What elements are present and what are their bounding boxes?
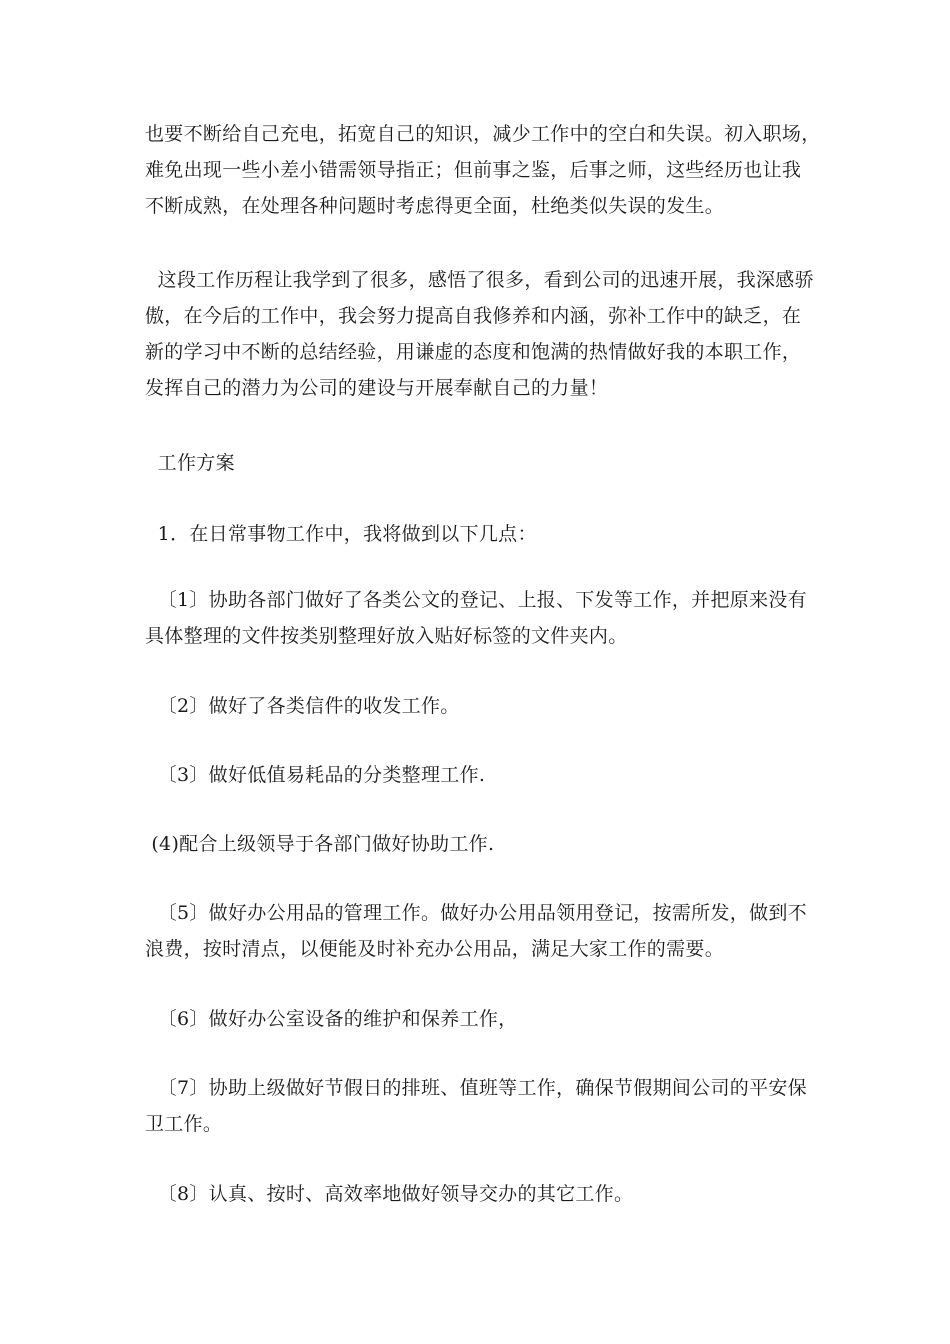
list-item-5 [145,895,810,967]
text-line: 浪费，按时清点，以便能及时补充办公用品，满足大家工作的需要。 [145,938,725,960]
text-line: (4)配合上级领导于各部门做好协助工作. [145,833,495,855]
text-line: 1．在日常事物工作中，我将做到以下几点： [145,523,537,545]
text-line: 这段工作历程让我学到了很多，感悟了很多，看到公司的迅速开展，我深感骄 [145,269,814,291]
text-line: 〔6〕做好办公室设备的维护和保养工作， [145,1008,518,1030]
list-item-3 [145,757,810,793]
paragraph-reflection [145,262,814,406]
text-line: 〔5〕做好办公用品的管理工作。做好办公用品领用登记，按需所发，做到不 [145,902,807,924]
paragraph-self-improvement [145,116,821,224]
text-line: 〔8〕认真、按时、高效率地做好领导交办的其它工作。 [145,1183,634,1205]
text-line: 卫工作。 [145,1113,223,1135]
list-item-8 [145,1176,810,1212]
text-line: 难免出现一些小差小错需领导指正；但前事之鉴，后事之师，这些经历也让我 [145,159,802,181]
list-item-4 [145,826,810,862]
list-item-2 [145,688,810,724]
heading-text: 工作方案 [145,452,235,474]
text-line: 〔3〕做好低值易耗品的分类整理工作. [145,764,486,786]
text-line: 发挥自己的潜力为公司的建设与开展奉献自己的力量！ [145,377,609,399]
text-line: 〔2〕做好了各类信件的收发工作。 [145,695,460,717]
list-intro [145,516,810,552]
section-heading-work-plan [145,445,810,481]
list-item-1 [145,582,810,654]
text-line: 不断成熟，在处理各种问题时考虑得更全面，杜绝类似失误的发生。 [145,195,725,217]
list-item-7 [145,1070,810,1142]
text-line: 具体整理的文件按类别整理好放入贴好标签的文件夹内。 [145,625,628,647]
text-line: 〔7〕协助上级做好节假日的排班、值班等工作，确保节假期间公司的平安保 [145,1077,807,1099]
text-line: 傲，在今后的工作中，我会努力提高自我修养和内涵，弥补工作中的缺乏，在 [145,305,802,327]
text-line: 新的学习中不断的总结经验，用谦虚的态度和饱满的热情做好我的本职工作， [145,341,802,363]
list-item-6 [145,1001,810,1037]
text-line: 〔1〕协助各部门做好了各类公文的登记、上报、下发等工作，并把原来没有 [145,589,807,611]
text-line: 也要不断给自己充电，拓宽自己的知识，减少工作中的空白和失误。初入职场， [145,123,821,145]
